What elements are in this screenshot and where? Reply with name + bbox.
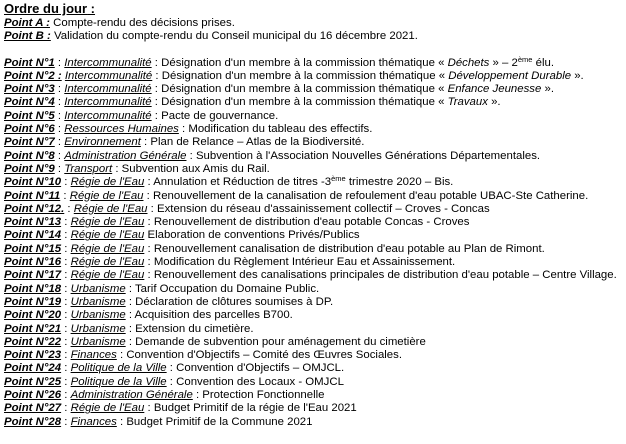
separator: : [61,269,71,282]
point-text: : Déclaration de clôtures soumises à DP. [125,295,334,308]
point-text: : Extension du cimetière. [125,322,254,335]
point-text: : Désignation d'un membre à la commission thématique « [152,69,449,82]
agenda-items-list [4,54,622,429]
point-text-tail: ». [571,69,584,82]
point-text-tail: » – 2 [489,56,518,69]
point-text-tail: élu. [532,56,555,69]
point-text: : Extension du réseau d'assainissement collectif – Croves - Concas [147,202,490,215]
ordinal-superscript: ème [517,54,533,64]
separator: : [61,282,71,295]
point-label: Point N°27 [4,402,62,415]
category-label: Régie de l'Eau [70,216,145,229]
point-text: : Pacte de gouvernance. [151,109,279,122]
point-label: Point N°15 [4,242,62,255]
separator: : [61,216,71,229]
agenda-item [4,136,622,149]
commission-name: Travaux [447,96,488,109]
commission-name: Enfance Jeunesse [447,83,542,96]
point-text: : Convention des Locaux - OMJCL [166,375,344,388]
category-label: Finances [70,415,117,428]
point-label: Point N°16 [4,256,62,269]
agenda-item [4,323,622,336]
separator: : [61,295,71,308]
separator: : [61,335,71,348]
separator: : [54,149,65,162]
commission-name: Déchets [447,56,490,69]
agenda-item [4,296,622,309]
point-label: Point B : [4,30,51,43]
category-label: Transport [64,162,113,175]
separator: : [61,389,71,402]
category-label: Régie de l'Eau [70,242,145,255]
point-text-tail: trimestre 2020 – Bis. [345,176,454,189]
separator: : [61,375,71,388]
category-label: Urbanisme [70,282,126,295]
point-label: Point N°25 [4,375,62,388]
point-label: Point N°13 [4,216,62,229]
category-label: Politique de la Ville [70,375,167,388]
agenda-item [4,229,622,242]
category-label: Urbanisme [70,295,126,308]
point-text: : Plan de Relance – Atlas de la Biodiversité. [140,136,365,149]
category-label: Intercommunalité [64,96,152,109]
point-label: Point N°20 [4,309,62,322]
point-text: : Renouvellement canalisation de distribution d'eau potable au Plan de Rimont. [144,242,545,255]
point-label: Point N°24 [4,362,62,375]
separator: : [54,56,65,69]
separator: : [60,189,70,202]
separator: : [61,256,71,269]
agenda-item [4,110,622,123]
point-label: Point N°5 [4,109,55,122]
point-text: : Acquisition des parcelles B700. [125,309,293,322]
agenda-item [4,309,622,322]
point-label: Point N°8 [4,149,55,162]
agenda-item [4,123,622,136]
point-text: Compte-rendu des décisions prises. [49,17,235,29]
point-text: : Modification du Règlement Intérieur Eau et Assainissement. [144,256,456,269]
category-label: Intercommunalité [64,56,152,69]
separator: : [54,109,65,122]
category-label: Intercommunalité [64,109,152,122]
separator: : [54,123,65,136]
agenda-item [4,376,622,389]
agenda-item [4,349,622,362]
point-label: Point N°9 [4,162,55,175]
agenda-item [4,190,622,203]
category-label: Environnement [64,136,141,149]
separator: : [54,136,65,149]
intro-item [4,30,622,43]
separator: : [54,96,65,109]
agenda-item [4,402,622,415]
point-text: : Renouvellement de la canalisation de refoulement d'eau potable UBAC-Ste Catherine. [143,189,589,202]
point-label: Point A : [4,17,50,29]
category-label: Régie de l'Eau [73,202,148,215]
point-text: : Protection Fonctionnelle [192,389,325,402]
point-text: : Désignation d'un membre à la commission thématique « [151,83,448,96]
separator: : [54,83,65,96]
category-label: Régie de l'Eau [70,229,145,242]
point-label: Point N°7 [4,136,55,149]
point-label: Point N°19 [4,295,62,308]
agenda-item [4,216,622,229]
point-text: : Subvention aux Amis du Rail. [112,162,270,175]
separator: : [61,362,71,375]
point-label: Point N°18 [4,282,62,295]
point-text: : Tarif Occupation du Domaine Public. [125,282,320,295]
category-label: Administration Générale [70,389,193,402]
point-label: Point N°14 [4,229,62,242]
point-label: Point N°1 [4,56,55,69]
separator: : [54,162,65,175]
agenda-item [4,256,622,269]
point-text: : Modification du tableau des effectifs. [178,123,373,136]
agenda-item [4,150,622,163]
category-label: Urbanisme [70,322,126,335]
category-label: Finances [70,349,117,362]
point-text: : Désignation d'un membre à la commission thématique « [151,96,448,109]
agenda-item [4,416,622,429]
point-text: : Demande de subvention pour aménagement du cimetière [125,335,426,348]
commission-name: Développement Durable [448,69,572,82]
agenda-item [4,163,622,176]
point-text: : Renouvellement de distribution d'eau potable Concas - Croves [144,216,470,229]
point-text: : Convention d'Objectifs – OMJCL. [166,362,345,375]
category-label: Intercommunalité [64,69,153,82]
separator: : [61,349,71,362]
point-label: Point N°28 [4,415,62,428]
category-label: Régie de l'Eau [70,402,145,415]
category-label: Régie de l'Eau [69,189,144,202]
point-text: : Renouvellement des canalisations principales de distribution d'eau potable – Centre Village. [144,269,617,282]
category-label: Urbanisme [70,335,126,348]
separator: : [61,402,71,415]
point-label: Point N°3 [4,83,55,96]
intro-item [4,17,622,30]
category-label: Ressources Humaines [64,123,179,136]
agenda-item [4,70,622,83]
intro-list [4,17,622,44]
point-text: Validation du compte-rendu du Conseil municipal du 16 décembre 2021. [50,30,418,43]
agenda-item [4,96,622,109]
category-label: Intercommunalité [64,83,152,96]
point-label: Point N°6 [4,123,55,136]
agenda-item [4,203,622,216]
agenda-item [4,283,622,296]
point-text: : Subvention à l'Association Nouvelles Générations Départementales. [186,149,541,162]
category-label: Politique de la Ville [70,362,167,375]
category-label: Régie de l'Eau [70,176,145,189]
separator: : [61,322,71,335]
point-text: : Désignation d'un membre à la commission thématique « [151,56,448,69]
ordinal-superscript: ème [331,174,346,184]
point-text: : Budget Primitif de la Commune 2021 [116,415,313,428]
agenda-item [4,54,622,70]
point-label: Point N°23 [4,349,62,362]
point-label: Point N°11 [4,189,61,202]
agenda-item [4,243,622,256]
point-text: Elaboration de conventions Privés/Publics [144,229,360,242]
point-label: Point N°2 : [4,69,62,82]
point-label: Point N°4 [4,96,55,109]
category-label: Urbanisme [70,309,126,322]
point-text: : Convention d'Objectifs – Comité des Œuvres Sociales. [116,349,403,362]
point-label: Point N°26 [4,389,62,402]
point-text: : Annulation et Réduction de titres -3 [144,176,332,189]
separator: : [61,229,71,242]
agenda-title: Ordre du jour : [4,1,96,16]
agenda-item [4,389,622,402]
agenda-item [4,83,622,96]
agenda-item [4,362,622,375]
agenda-item [4,336,622,349]
category-label: Régie de l'Eau [70,256,145,269]
point-label: Point N°22 [4,335,62,348]
separator: : [61,415,71,428]
point-label: Point N°21 [4,322,62,335]
separator: : [64,202,74,215]
point-text-tail: ». [487,96,501,109]
agenda-item [4,176,622,189]
point-label: Point N°10 [4,176,62,189]
point-label: Point N°17 [4,269,62,282]
separator: : [61,176,71,189]
point-text: : Budget Primitif de la régie de l'Eau 2021 [144,402,357,415]
point-text-tail: ». [541,83,554,96]
separator: : [61,242,71,255]
category-label: Régie de l'Eau [70,269,145,282]
agenda-item [4,269,622,282]
separator: : [61,309,71,322]
point-label: Point N°12. [4,202,65,215]
category-label: Administration Générale [64,149,187,162]
